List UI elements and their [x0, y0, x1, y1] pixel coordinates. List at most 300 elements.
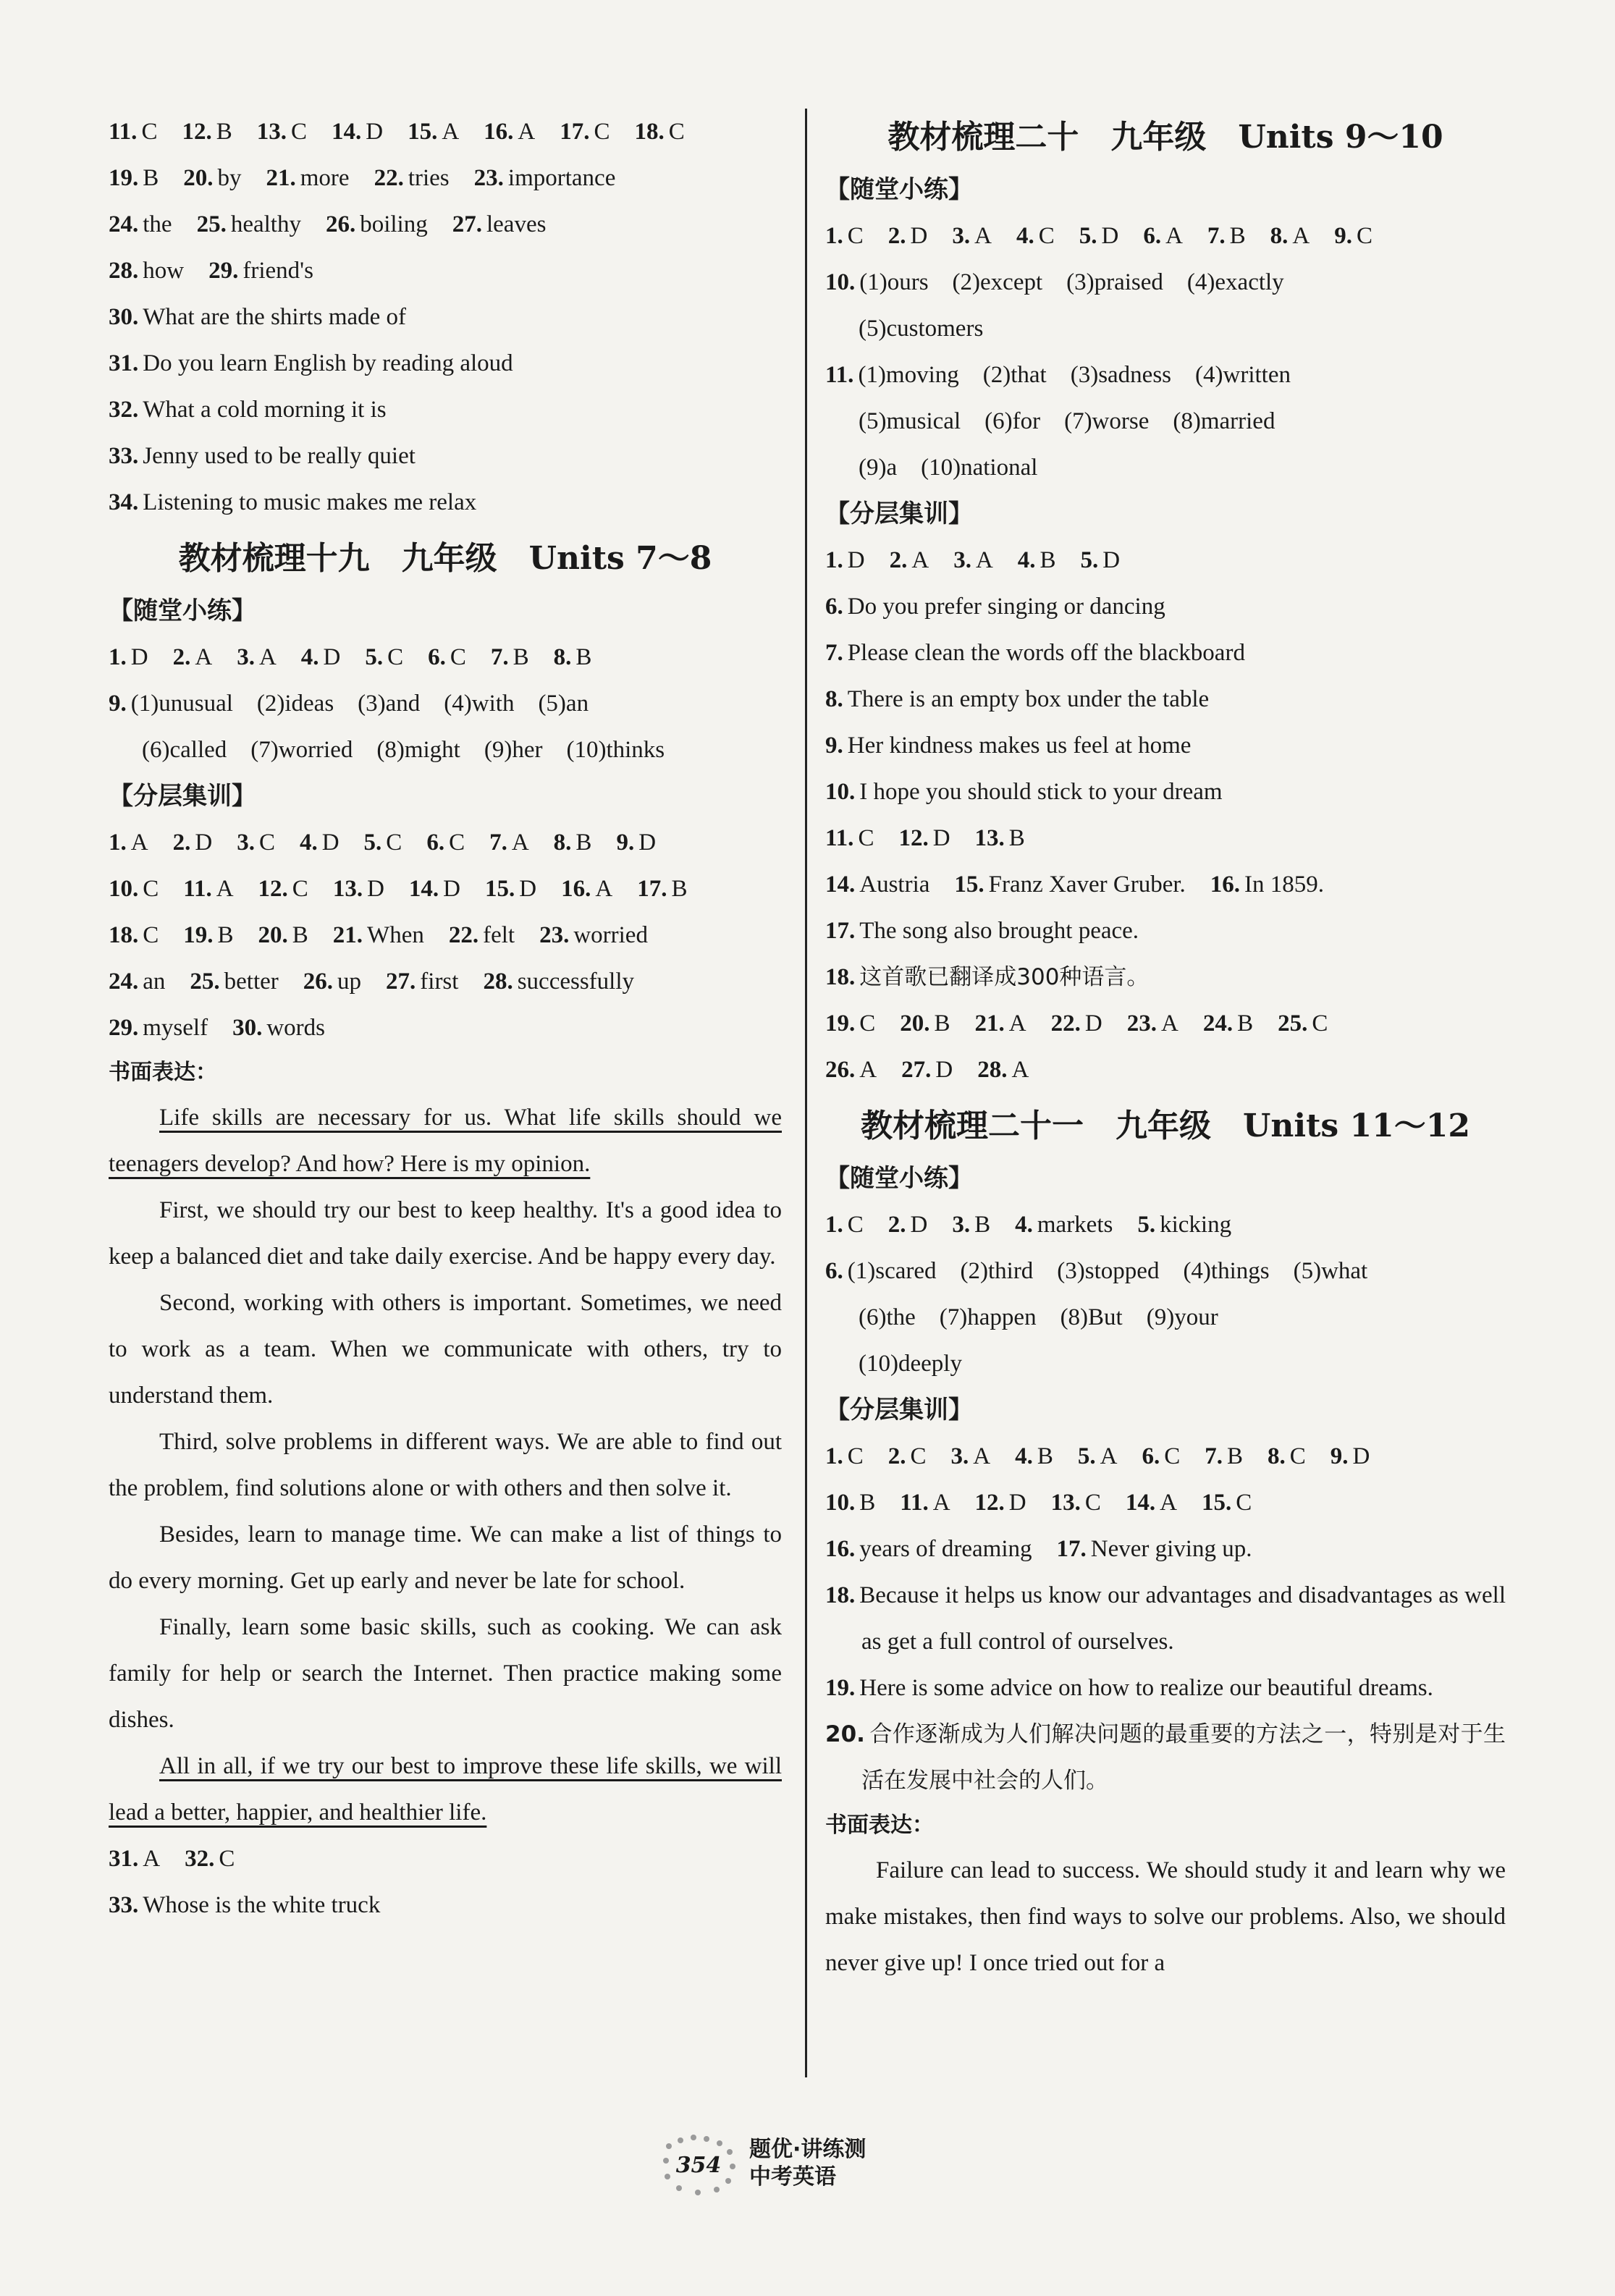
answer-text: A	[511, 830, 529, 856]
answer-item	[890, 537, 929, 583]
answer-number: 15.	[485, 876, 515, 902]
answer-number: 9.	[1334, 223, 1353, 249]
page-number-badge-icon	[659, 2132, 738, 2197]
answer-item	[326, 201, 428, 248]
answer-text: first	[420, 968, 459, 995]
answer-number: 1.	[825, 1212, 843, 1238]
answer-item	[109, 248, 184, 294]
answer-text: D	[321, 830, 340, 856]
answer-text: words	[266, 1015, 325, 1041]
answer-number: 32.	[185, 1846, 215, 1872]
answer-item	[888, 1202, 928, 1248]
answer-text: A	[974, 223, 992, 249]
answer-item	[208, 248, 313, 294]
section-heading-19: 教材梳理十九 九年级 Units 7～8	[178, 540, 712, 577]
answer-item	[825, 259, 1284, 305]
answer-item	[142, 727, 665, 773]
answer-number: 2.	[172, 644, 191, 670]
answer-line	[825, 630, 1506, 676]
answer-number: 4.	[1015, 1212, 1033, 1238]
answer-text: years of dreaming	[859, 1536, 1032, 1562]
answer-text: Please clean the words off the blackboard	[847, 640, 1245, 666]
answer-line	[109, 248, 782, 294]
answer-item	[173, 819, 213, 866]
answers-block	[825, 1202, 1506, 1387]
page-number: 354	[675, 2153, 722, 2178]
answer-item	[1057, 1526, 1252, 1572]
answer-number: 24.	[1202, 1010, 1234, 1037]
answer-number: 31.	[109, 350, 139, 376]
answer-item	[1331, 1433, 1370, 1480]
answer-line	[825, 537, 1506, 583]
answer-number: 1.	[825, 547, 843, 573]
answer-text: A	[859, 1057, 877, 1083]
answer-item	[977, 1047, 1029, 1093]
answer-line	[109, 634, 782, 680]
answer-number: 1.	[109, 830, 127, 856]
answer-item	[491, 634, 529, 680]
answer-text: B	[575, 644, 592, 670]
answer-item	[825, 1433, 864, 1480]
answer-item	[952, 213, 992, 259]
answer-text: C	[292, 876, 308, 902]
answer-text: healthy	[230, 211, 301, 237]
page-footer	[659, 2132, 963, 2204]
answer-text: markets	[1037, 1212, 1113, 1238]
answer-item	[1143, 213, 1183, 259]
answer-number: 16.	[484, 119, 514, 145]
answer-number: 2.	[887, 223, 906, 249]
answer-number: 9.	[616, 830, 635, 856]
answers-block	[109, 819, 782, 1051]
answer-number: 30.	[109, 304, 139, 330]
answer-line	[825, 1202, 1506, 1248]
answer-text: D	[1101, 223, 1119, 249]
answer-text: B	[217, 922, 234, 948]
answer-item	[825, 1480, 875, 1526]
answer-item	[183, 866, 233, 912]
answer-item	[859, 444, 1037, 491]
answer-text: The song also brought peace.	[859, 918, 1139, 944]
answer-number: 27.	[901, 1057, 932, 1083]
answer-line	[109, 727, 782, 773]
answer-text: C	[1236, 1490, 1252, 1516]
answer-text: (5)musical (6)for (7)worse (8)married	[859, 408, 1275, 434]
answer-number: 27.	[452, 211, 482, 237]
answer-item	[825, 861, 929, 908]
answer-line	[825, 583, 1506, 630]
answer-text: B	[974, 1212, 991, 1238]
answer-item	[1078, 1433, 1118, 1480]
essay-text: Besides, learn to manage time. We can make a list of things to do every morning. Get up early and never be late for school.	[109, 1521, 782, 1594]
answer-number: 19.	[825, 1675, 856, 1701]
answer-line	[825, 908, 1506, 954]
answer-number: 5.	[1137, 1212, 1156, 1238]
answer-item	[266, 155, 350, 201]
answer-text: B	[575, 830, 592, 856]
answer-line	[825, 1248, 1506, 1294]
answer-number: 6.	[428, 644, 446, 670]
answer-text: I hope you should stick to your dream	[859, 779, 1223, 805]
subject-label: 中考英语	[749, 2164, 836, 2190]
answer-text: D	[1102, 547, 1121, 573]
answer-number: 20.	[183, 165, 214, 191]
answer-text: the	[143, 211, 172, 237]
answer-line	[825, 954, 1506, 1000]
answer-item	[1137, 1202, 1231, 1248]
answer-number: 4.	[1016, 223, 1034, 249]
answer-item	[365, 634, 403, 680]
answer-item	[888, 213, 928, 259]
answer-number: 1.	[825, 223, 843, 249]
answer-text: D	[910, 1212, 928, 1238]
answer-text: Austria	[859, 871, 930, 898]
answer-number: 6.	[1142, 1443, 1160, 1469]
answer-text: C	[143, 922, 159, 948]
answer-number: 8.	[1270, 223, 1289, 249]
answer-item	[825, 1526, 1032, 1572]
answer-item	[301, 634, 341, 680]
answer-item	[173, 634, 213, 680]
answer-text: Never giving up.	[1090, 1536, 1252, 1562]
answer-text: an	[143, 968, 166, 995]
answer-item	[426, 819, 465, 866]
answer-number: 15.	[1202, 1490, 1232, 1516]
answer-text: D	[847, 547, 865, 573]
essay-text: Finally, learn some basic skills, such as cooking. We can ask family for help or search the Internet. Then practice making some dishes.	[109, 1614, 782, 1733]
answer-text: B	[1037, 1443, 1053, 1469]
answer-line	[109, 912, 782, 958]
answer-text: B	[1227, 1443, 1244, 1469]
answer-line	[109, 866, 782, 912]
answer-text: A	[932, 1490, 950, 1516]
answer-item	[1210, 861, 1324, 908]
answer-number: 26.	[325, 211, 356, 237]
answer-item	[109, 1005, 208, 1051]
answer-number: 7.	[1205, 1443, 1223, 1469]
answer-number: 18.	[109, 922, 139, 948]
answer-text: D	[323, 644, 341, 670]
answer-text: A	[258, 644, 277, 670]
answer-line	[825, 213, 1506, 259]
answer-line	[109, 1005, 782, 1051]
answer-number: 16.	[561, 876, 591, 902]
essay-paragraph: Failure can lead to success. We should study it and learn why we make mistakes, then find ways to solve our problems. Also, we should never give up! I once tried out for a	[825, 1857, 1506, 1976]
answer-line	[109, 1882, 782, 1928]
training-label: 【分层集训】	[825, 1396, 973, 1425]
answer-item	[109, 433, 416, 479]
answer-item	[109, 680, 589, 727]
answer-text: successfully	[517, 968, 634, 995]
answer-text: C	[143, 876, 159, 902]
answer-text: A	[1160, 1010, 1178, 1037]
answer-line	[825, 722, 1506, 769]
answer-item	[953, 537, 993, 583]
answer-text: D	[195, 830, 213, 856]
answer-number: 1.	[109, 644, 127, 670]
answer-text: In 1859.	[1244, 871, 1325, 898]
answer-number: 2.	[172, 830, 191, 856]
answer-text: D	[1084, 1010, 1102, 1037]
practice-label: 【随堂小练】	[825, 1164, 973, 1193]
answer-item	[616, 819, 656, 866]
answer-number: 4.	[299, 830, 318, 856]
answer-item	[539, 912, 648, 958]
answer-item	[109, 1836, 160, 1882]
answer-number: 2.	[887, 1443, 906, 1469]
answer-text: D	[367, 876, 384, 902]
answer-number: 10.	[109, 876, 139, 902]
answer-text: B	[1008, 825, 1025, 851]
answer-number: 1.	[825, 1443, 843, 1469]
answer-item	[109, 387, 387, 433]
answer-number: 19.	[109, 165, 139, 191]
answer-text: C	[141, 119, 158, 145]
answer-text: C	[910, 1443, 927, 1469]
answer-number: 33.	[109, 1892, 139, 1918]
answer-text: What a cold morning it is	[143, 397, 387, 423]
answer-number: 16.	[1210, 871, 1241, 898]
column-divider	[805, 109, 807, 2077]
answer-number: 19.	[183, 922, 214, 948]
answer-text: Do you learn English by reading aloud	[143, 350, 513, 376]
answer-line	[825, 1433, 1506, 1480]
answer-text: C	[450, 644, 466, 670]
answer-text: C	[1164, 1443, 1181, 1469]
answer-text: Jenny used to be really quiet	[143, 443, 416, 469]
answer-item	[554, 634, 592, 680]
answer-line	[825, 861, 1506, 908]
answer-number: 8.	[825, 686, 843, 712]
answer-number: 17.	[637, 876, 667, 902]
answer-number: 30.	[232, 1015, 263, 1041]
answer-number: 14.	[825, 871, 856, 898]
answer-text: C	[668, 119, 685, 145]
answer-text: (1)ours (2)except (3)praised (4)exactly	[859, 269, 1284, 295]
answer-item	[825, 815, 874, 861]
answer-item	[1278, 1000, 1328, 1047]
answer-item	[489, 819, 529, 866]
answer-text: Her kindness makes us feel at home	[847, 733, 1192, 759]
section-heading-20: 教材梳理二十 九年级 Units 9～10	[887, 119, 1443, 156]
answer-line	[109, 294, 782, 340]
answer-item	[1270, 213, 1310, 259]
training-label: 【分层集训】	[109, 782, 256, 811]
answer-item	[1015, 1202, 1113, 1248]
answer-number: 25.	[190, 968, 220, 995]
answer-number: 4.	[300, 644, 319, 670]
answer-text: worried	[573, 922, 648, 948]
answer-line	[109, 819, 782, 866]
answer-number: 25.	[196, 211, 227, 237]
writing-label: 书面表达：	[825, 1812, 934, 1838]
answer-text: B	[671, 876, 688, 902]
right-column	[825, 109, 1506, 1986]
answer-item	[237, 819, 275, 866]
answer-number: 19.	[825, 1010, 856, 1037]
answer-text: A	[442, 119, 460, 145]
answer-line	[109, 680, 782, 727]
answer-item	[1015, 1433, 1053, 1480]
answer-18	[825, 1572, 1506, 1665]
answer-item	[258, 912, 308, 958]
answer-text: A	[1011, 1057, 1029, 1083]
answer-text: D	[519, 876, 537, 902]
answer-text: Franz Xaver Gruber.	[988, 871, 1186, 898]
answer-number: 10.	[825, 779, 856, 805]
answers-block	[825, 213, 1506, 491]
answer-number: 18.	[634, 119, 665, 145]
answer-item	[975, 1480, 1026, 1526]
answer-number: 7.	[1207, 223, 1226, 249]
answer-item	[825, 630, 1245, 676]
answer-text: C	[1038, 223, 1055, 249]
essay-text: First, we should try our best to keep healthy. It's a good idea to keep a balanced diet and take daily exercise. And be happy every day.	[109, 1197, 782, 1270]
essay-paragraph	[109, 1604, 782, 1743]
answer-number: 20.	[900, 1010, 930, 1037]
answer-number: 5.	[363, 830, 382, 856]
answer-item	[197, 201, 301, 248]
answer-line	[825, 1526, 1506, 1572]
answer-number: 6.	[825, 594, 843, 620]
answer-number: 10.	[825, 269, 856, 295]
answer-text: A	[1160, 1490, 1177, 1516]
answers-block	[109, 109, 782, 526]
answer-text: Do you prefer singing or dancing	[847, 594, 1165, 620]
answer-number: 22.	[448, 922, 479, 948]
answer-number: 27.	[386, 968, 416, 995]
answer-text: D	[932, 825, 950, 851]
answer-number: 22.	[374, 165, 404, 191]
answer-text: 合作逐渐成为人们解决问题的最重要的方法之一，特别是对于生活在发展中社会的人们。	[861, 1721, 1506, 1794]
answer-item	[484, 109, 535, 155]
answer-line	[825, 444, 1506, 491]
answer-number: 14.	[408, 876, 439, 902]
answer-text: (1)moving (2)that (3)sadness (4)written	[858, 362, 1291, 388]
answers-block	[109, 634, 782, 773]
answer-number: 3.	[237, 644, 255, 670]
answer-item	[303, 958, 361, 1005]
answer-item	[859, 305, 983, 352]
answer-number: 11.	[109, 119, 138, 145]
answer-text: (6)called (7)worried (8)might (9)her (10)thinks	[142, 737, 665, 763]
answer-text: friend's	[243, 258, 313, 284]
answer-text: (1)scared (2)third (3)stopped (4)things (5)what	[847, 1258, 1368, 1284]
answer-number: 20.	[825, 1721, 865, 1747]
answer-number: 13.	[256, 119, 287, 145]
answer-item	[975, 815, 1025, 861]
practice-label: 【随堂小练】	[825, 175, 973, 204]
answer-text: A	[518, 119, 536, 145]
essay-paragraph	[109, 1187, 782, 1280]
answer-number: 7.	[489, 830, 507, 856]
answer-item	[859, 1294, 1218, 1341]
answer-number: 14.	[331, 119, 362, 145]
answer-text: D	[443, 876, 460, 902]
answer-text: C	[290, 119, 307, 145]
answer-line	[825, 1480, 1506, 1526]
answer-item	[485, 866, 536, 912]
answer-item	[409, 866, 460, 912]
answer-text: (6)the (7)happen (8)But (9)your	[859, 1304, 1218, 1330]
answer-line	[825, 815, 1506, 861]
essay-text: Life skills are necessary for us. What life skills should we teenagers develop? And how? Here is my opinion.	[109, 1105, 782, 1177]
answer-item	[859, 1341, 962, 1387]
answer-text: how	[143, 258, 185, 284]
answer-item	[109, 958, 165, 1005]
answer-number: 11.	[825, 825, 854, 851]
answers-block	[825, 537, 1506, 1093]
answer-text: C	[386, 830, 402, 856]
answer-item	[237, 634, 277, 680]
answer-text: D	[935, 1057, 953, 1083]
answer-item	[109, 866, 159, 912]
answer-number: 16.	[825, 1536, 856, 1562]
answer-item	[374, 155, 450, 201]
answer-number: 3.	[952, 223, 971, 249]
answer-text: D	[910, 223, 928, 249]
answer-number: 2.	[887, 1212, 906, 1238]
answer-item	[859, 398, 1275, 444]
answer-item	[635, 109, 685, 155]
answer-item	[825, 537, 865, 583]
essay-paragraph	[109, 1280, 782, 1419]
answer-item	[452, 201, 547, 248]
answer-item	[109, 1882, 380, 1928]
answer-number: 15.	[954, 871, 984, 898]
answer-number: 11.	[900, 1490, 929, 1516]
answer-number: 24.	[109, 968, 139, 995]
essay-paragraph	[109, 1511, 782, 1604]
answer-text: C	[258, 830, 275, 856]
answer-item	[1334, 213, 1372, 259]
answer-item	[561, 866, 612, 912]
answer-number: 17.	[1056, 1536, 1087, 1562]
answer-text: boiling	[360, 211, 428, 237]
answer-item	[637, 866, 687, 912]
answer-line	[825, 769, 1506, 815]
essay-text: Third, solve problems in different ways. We are able to find out the problem, find solutions alone or with others and then solve it.	[109, 1429, 782, 1501]
answer-text: leaves	[486, 211, 547, 237]
answer-number: 17.	[560, 119, 590, 145]
answer-item	[386, 958, 458, 1005]
essay-text: All in all, if we try our best to improve these life skills, we will lead a better, happier, and healthier life.	[109, 1753, 782, 1826]
answer-number: 22.	[1050, 1010, 1081, 1037]
essay-text: Second, working with others is important. Sometimes, we need to work as a team. When we communicate with others, try to understand them.	[109, 1290, 782, 1409]
answer-line	[825, 1000, 1506, 1047]
answer-number: 33.	[109, 443, 139, 469]
answer-number: 15.	[408, 119, 438, 145]
answer-number: 5.	[1077, 1443, 1096, 1469]
answer-item	[1127, 1000, 1178, 1047]
answer-item	[825, 722, 1191, 769]
answer-item	[951, 1433, 991, 1480]
answer-text: A	[975, 547, 993, 573]
answer-number: 10.	[825, 1490, 856, 1516]
answer-number: 5.	[1079, 223, 1097, 249]
answer-number: 21.	[266, 165, 296, 191]
answer-item	[333, 912, 424, 958]
answer-item	[952, 1202, 990, 1248]
answer-number: 13.	[332, 876, 363, 902]
answer-item	[109, 634, 148, 680]
essay-paragraph	[109, 1094, 782, 1187]
answer-item	[449, 912, 515, 958]
writing-label: 书面表达：	[109, 1060, 217, 1085]
answer-item	[825, 583, 1165, 630]
answer-text: C	[1084, 1490, 1101, 1516]
answer-number: 29.	[109, 1015, 139, 1041]
